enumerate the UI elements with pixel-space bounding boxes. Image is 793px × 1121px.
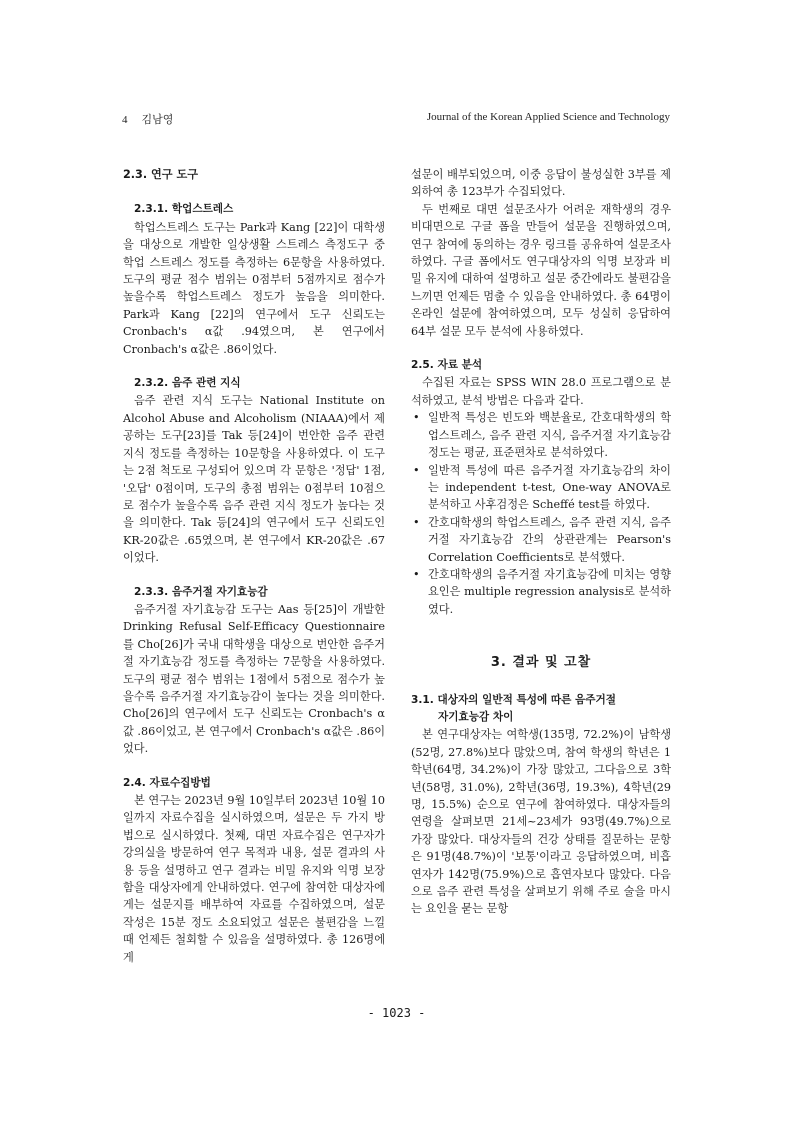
bullet-icon: •	[413, 567, 420, 581]
section-2-5-intro: 수집된 자료는 SPSS WIN 28.0 프로그램으로 분석하였고, 분석 방법은 다음과 같다.	[411, 376, 671, 407]
section-2-3-heading: 2.3. 연구 도구	[123, 168, 199, 181]
left-column	[123, 166, 385, 966]
page-footer-number: - 1023 -	[367, 1006, 426, 1020]
continued-paragraph-1: 설문이 배부되었으며, 이중 응답이 불성실한 3부를 제외하여 총 123부가 수집되었다.	[411, 168, 671, 199]
right-column	[411, 166, 671, 918]
header-journal: Journal of the Korean Applied Science and Technology	[426, 111, 670, 123]
section-3-1-heading-line1: 3.1. 대상자의 일반적 특성에 따른 음주거절	[411, 693, 616, 706]
section-2-3-1-body: 학업스트레스 도구는 Park과 Kang [22]이 대학생을 대상으로 개발한 일상생활 스트레스 측정도구 중 학업 스트레스 정도를 측정하는 6문항을 사용하였다. 도구의 평균 점수 범위는 0점부터 5점까지로 점수가 높을수록 학업스트레스 정도가 높음을 의미한다. Park과 Kang [22]의 연구에서 도구 신뢰도는 Cronbach's α값 .94였으며, 본 연구에서 Cronbach's α값은 .86이었다.	[123, 220, 385, 356]
analysis-method-list	[411, 409, 671, 618]
list-item: • 일반적 특성은 빈도와 백분율로, 간호대학생의 학업스트레스, 음주 관련 지식, 음주거절 자기효능감 정도는 평균, 표준편차로 분석하였다.	[413, 411, 671, 460]
bullet-icon: •	[413, 515, 420, 529]
list-item: • 간호대학생의 학업스트레스, 음주 관련 지식, 음주거절 자기효능감 간의 상관관계는 Pearson's Correlation Coefficients로 분석했다.	[413, 515, 671, 564]
bullet-icon: •	[413, 463, 420, 477]
section-2-3-3-heading: 2.3.3. 음주거절 자기효능감	[134, 585, 268, 598]
section-2-3-3-body: 음주거절 자기효능감 도구는 Aas 등[25]이 개발한 Drinking Refusal Self-Efficacy Questionnaire를 Cho[26]가 국내 대학생을 대상으로 번안한 음주거절 자기효능감 정도를 측정하는 7문항을 사용하였다. 도구의 평균 점수 범위는 1점에서 5점으로 점수가 높을수록 음주거절 자기효능감이 높다는 것을 의미한다. Cho[26]의 연구에서 도구 신뢰도는 Cronbach's α값 .86이었고, 본 연구에서 Cronbach's α값은 .86이었다.	[123, 602, 385, 756]
header-author: 김남영	[141, 114, 174, 126]
section-2-4-body: 본 연구는 2023년 9월 10일부터 2023년 10월 10일까지 자료수집을 실시하였으며, 설문은 두 가지 방법으로 실시하였다. 첫째, 대면 자료수집은 연구자가 강의실을 방문하여 연구 목적과 내용, 설문 결과의 사용 등을 설명하고 연구 결과는 비밀 유지와 익명 보장함을 대상자에게 안내하였다. 연구에 참여한 대상자에게는 설문지를 배부하여 자료를 수집하였으며, 설문 작성은 15분 정도 소요되었고 설문은 불편감을 느낄 때 언제든 철회할 수 있음을 설명하였다. 총 126명에게	[123, 794, 385, 964]
section-3-heading: 3. 결과 및 고찰	[490, 655, 592, 671]
header-left	[122, 111, 173, 127]
section-2-3-1-heading: 2.3.1. 학업스트레스	[134, 203, 234, 216]
section-2-3-2-body: 음주 관련 지식 도구는 National Institute on Alcohol Abuse and Alcoholism (NIAAA)에서 제공하는 도구[23]를 Tak 등[24]이 번안한 음주 관련 지식 정도를 측정하는 10문항을 사용하였다. 이 도구는 2점 척도로 구성되어 있으며 각 문항은 '정답' 1점, '오답' 0점이며, 도구의 총점 범위는 0점부터 10점으로 점수가 높을수록 음주 관련 지식 정도가 높다는 것을 의미한다. Tak 등[24]의 연구에서 도구 신뢰도인 KR-20값은 .65였으며, 본 연구에서 KR-20값은 .67이었다.	[123, 394, 385, 565]
section-2-4-heading: 2.4. 자료수집방법	[123, 776, 211, 789]
section-3-1-body: 본 연구대상자는 여학생(135명, 72.2%)이 남학생(52명, 27.8%)보다 많았으며, 참여 학생의 학년은 1학년(64명, 34.2%)이 가장 많았고, 그다음으로 3학년(58명, 31.0%), 2학년(36명, 19.3%), 4학년(29명, 15.5%) 순으로 연구에 참여하였다. 대상자들의 연령을 살펴보면 21세~23세가 93명(49.7%)으로 가장 많았다. 대상자들의 건강 상태를 질문하는 문항은 91명(48.7%)이 '보통'이라고 응답하였으며, 비흡연자가 142명(75.9%)으로 흡연자보다 많았다. 다음으로 음주 관련 특성을 살펴보기 위해 주로 술을 마시는 요인을 묻는 문항	[411, 728, 671, 916]
header-page-number: 4	[122, 114, 128, 126]
section-3-1-heading-line2: 자기효능감 차이	[438, 710, 514, 723]
section-2-3-2-heading: 2.3.2. 음주 관련 지식	[134, 377, 241, 390]
continued-paragraph-2: 두 번째로 대면 설문조사가 어려운 재학생의 경우 비대면으로 구글 폼을 만들어 설문을 진행하였으며, 연구 참여에 동의하는 경우 링크를 공유하여 설문조사하였다. 구글 폼에서도 연구대상자의 익명 보장과 비밀 유지에 대하여 설명하고 설문 중간에라도 불편감을 느끼면 언제든 멈출 수 있음을 안내하였다. 총 64명이 온라인 설문에 참여하였으며, 모두 성실히 응답하여 64부 설문 모두 분석에 사용하였다.	[411, 202, 671, 338]
list-item: • 일반적 특성에 따른 음주거절 자기효능감의 차이는 independent t-test, One-way ANOVA로 분석하고 사후검정은 Scheffé test를 하였다.	[413, 463, 671, 512]
page-header	[122, 111, 670, 127]
section-3-1-heading	[411, 692, 671, 727]
list-item: • 간호대학생의 음주거절 자기효능감에 미치는 영향 요인은 multiple regression analysis로 분석하였다.	[413, 567, 671, 616]
bullet-icon: •	[413, 411, 420, 425]
section-2-5-heading: 2.5. 자료 분석	[411, 359, 483, 372]
